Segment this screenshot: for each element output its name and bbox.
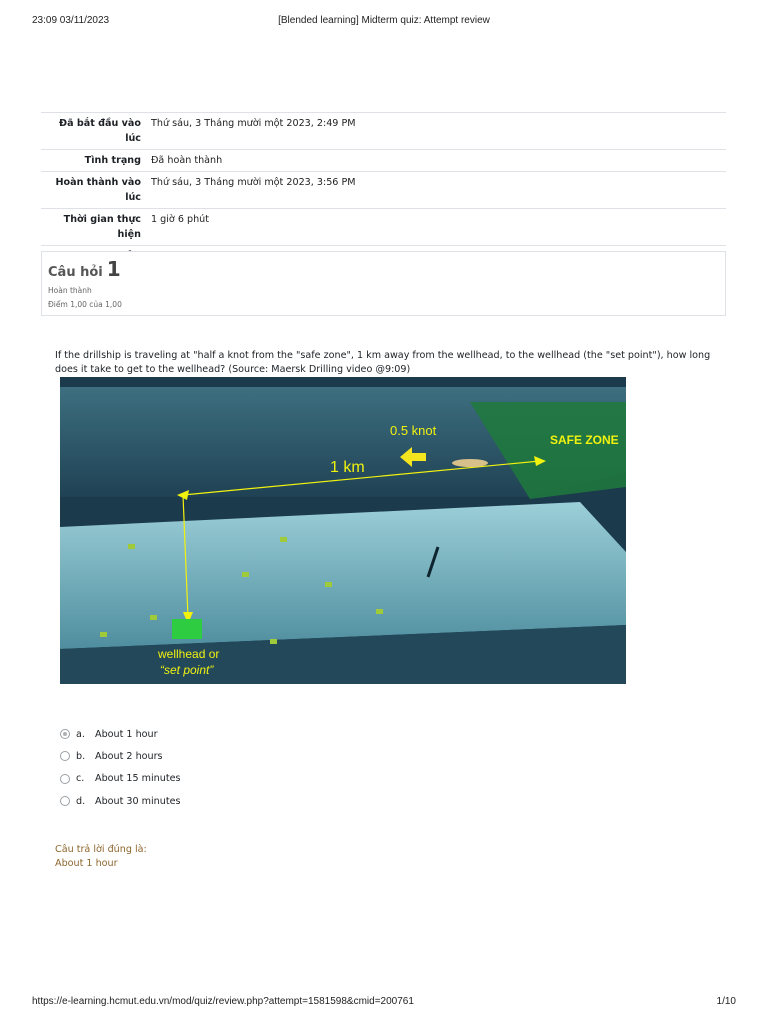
summary-row-started xyxy=(41,113,726,150)
summary-value: 1 giờ 6 phút xyxy=(151,214,209,225)
radio-button[interactable] xyxy=(60,751,70,761)
page-url: https://e-learning.hcmut.edu.vn/mod/quiz/review.php?attempt=1581598&cmid=200761 xyxy=(32,996,414,1007)
drillship-diagram xyxy=(60,377,626,684)
seabed xyxy=(60,502,626,649)
radio-button[interactable] xyxy=(60,729,70,739)
print-timestamp: 23:09 03/11/2023 xyxy=(32,15,110,26)
option-text: About 30 minutes xyxy=(95,795,181,807)
option-letter: b. xyxy=(76,750,86,762)
radio-button[interactable] xyxy=(60,796,70,806)
print-header xyxy=(32,15,736,29)
distance-label: 1 km xyxy=(330,459,365,476)
feedback-answer: About 1 hour xyxy=(55,858,118,869)
option-letter: a. xyxy=(76,728,85,740)
page-number: 1/10 xyxy=(716,996,736,1007)
question-mark: Điểm 1,00 của 1,00 xyxy=(48,300,122,309)
option-letter: c. xyxy=(76,773,85,785)
question-info-box xyxy=(41,251,726,316)
correct-answer-feedback xyxy=(55,843,147,871)
summary-value: Thứ sáu, 3 Tháng mười một 2023, 2:49 PM xyxy=(151,118,356,129)
question-label: Câu hỏi xyxy=(48,265,103,280)
answer-option-c[interactable] xyxy=(60,768,181,790)
summary-label: Đã bắt đầu vào lúc xyxy=(59,118,141,144)
summary-value: Thứ sáu, 3 Tháng mười một 2023, 3:56 PM xyxy=(151,177,356,188)
feedback-label: Câu trả lời đúng là: xyxy=(55,844,147,855)
option-text: About 2 hours xyxy=(95,750,163,762)
answer-options xyxy=(60,723,181,812)
wellhead-marker xyxy=(172,619,202,639)
radio-button[interactable] xyxy=(60,774,70,784)
attempt-summary-table xyxy=(41,112,726,268)
summary-label: Hoàn thành vào lúc xyxy=(55,177,141,203)
question-figure xyxy=(60,377,626,684)
option-text: About 15 minutes xyxy=(95,773,181,785)
option-letter: d. xyxy=(76,795,86,807)
answer-option-d[interactable] xyxy=(60,790,181,812)
summary-row-state xyxy=(41,150,726,172)
question-state: Hoàn thành xyxy=(48,286,92,295)
answer-option-a[interactable] xyxy=(60,723,181,745)
speed-label: 0.5 knot xyxy=(390,423,437,438)
answer-option-b[interactable] xyxy=(60,745,181,767)
summary-value: Đã hoàn thành xyxy=(151,155,223,166)
safe-zone-label: SAFE ZONE xyxy=(550,433,619,447)
wellhead-label: wellhead or xyxy=(158,647,220,661)
summary-row-completed xyxy=(41,172,726,209)
question-title xyxy=(48,257,719,281)
summary-label: Tình trạng xyxy=(84,155,141,166)
summary-row-duration xyxy=(41,209,726,246)
question-number: 1 xyxy=(106,257,121,281)
summary-label: Thời gian thực hiện xyxy=(63,214,141,240)
drillship-icon xyxy=(452,459,488,467)
set-point-label: “set point” xyxy=(160,663,214,677)
question-text: If the drillship is traveling at "half a knot from the "safe zone", 1 km away from the wellhead, to the wellhead (the "set point"), how long does it take to get to the wellhead? (Source: Maersk Drilling video @9:09) xyxy=(55,350,711,375)
option-text: About 1 hour xyxy=(95,728,158,740)
document-title: [Blended learning] Midterm quiz: Attempt review xyxy=(278,15,490,26)
